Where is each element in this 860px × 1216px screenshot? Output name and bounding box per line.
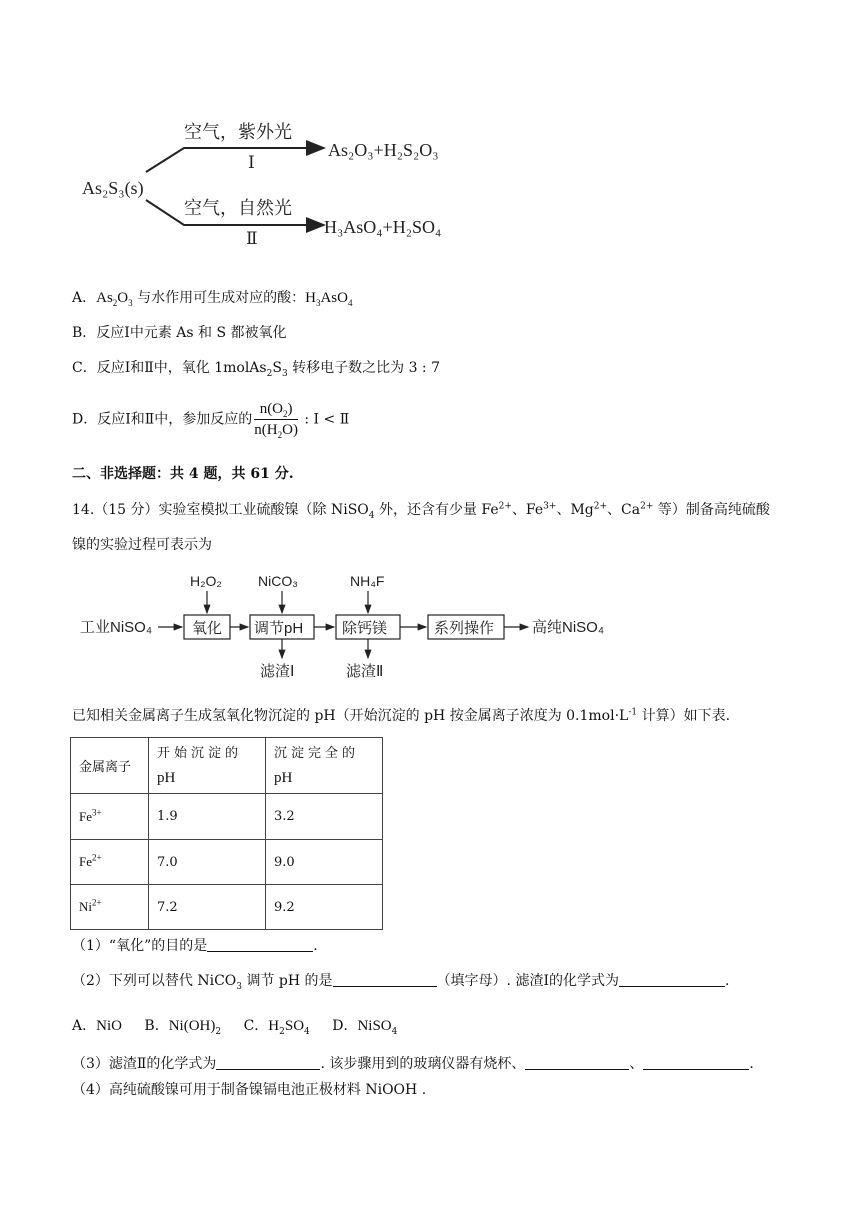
flow-end: 高纯NiSO₄ bbox=[532, 619, 604, 636]
residue-1: 滤渣Ⅰ bbox=[260, 663, 295, 680]
label-I: Ⅰ bbox=[248, 153, 255, 172]
sub-question-1: （1）“氧化”的目的是 . bbox=[72, 938, 318, 954]
header-complete-ph: 沉淀完全的 pH bbox=[266, 738, 383, 794]
option-c: C．反应Ⅰ和Ⅱ中，氧化 $1molAs_2S_3$ 转移电子数之比为 3 : 7 bbox=[72, 360, 441, 379]
option-a bbox=[72, 288, 352, 308]
complete-ph-cell: 9.0 bbox=[266, 840, 383, 885]
q2-option-b: B．$Ni(OH)_2$ bbox=[144, 1018, 222, 1037]
header-metal-ion: 金属离子 bbox=[71, 738, 149, 794]
flow-start: 工业NiSO₄ bbox=[80, 619, 152, 636]
product-II: H₃AsO₄+H₂SO₄ bbox=[324, 217, 442, 237]
option-d-label: D． bbox=[72, 411, 98, 428]
ion-cell: $Fe^{2+}$ bbox=[71, 840, 149, 885]
ion-cell: $Ni^{2+}$ bbox=[71, 885, 149, 930]
option-a-text: 与水作用可生成对应的酸： bbox=[132, 290, 306, 306]
label-II: Ⅱ bbox=[246, 229, 258, 247]
reaction-diagram bbox=[76, 112, 476, 247]
step-adjust-ph: 调节pH bbox=[254, 620, 304, 637]
q2-option-c: C．$H_2SO_4$ bbox=[243, 1018, 310, 1037]
reagent-nh4f: NH₄F bbox=[350, 573, 385, 589]
formula-as2o3: $As_2O_3$ bbox=[96, 290, 133, 308]
table-row bbox=[71, 885, 383, 930]
answer-blank[interactable] bbox=[619, 972, 725, 987]
option-c-tail: 转移电子数之比为 3 : 7 bbox=[287, 360, 441, 376]
start-ph-cell: 7.2 bbox=[149, 885, 266, 930]
arrow-path-I bbox=[146, 148, 324, 172]
option-d bbox=[72, 400, 349, 439]
reagent-h2o2: H₂O₂ bbox=[190, 573, 222, 589]
start-ph-cell: 7.0 bbox=[149, 840, 266, 885]
flow-diagram bbox=[76, 570, 636, 685]
step-remove-ca-mg: 除钙镁 bbox=[342, 620, 388, 637]
formula-h3aso4: $H_3AsO_4$ bbox=[305, 290, 353, 308]
q2-option-a: A．NiO bbox=[72, 1018, 122, 1034]
option-b-text: 反应Ⅰ中元素 As 和 S 都被氧化 bbox=[96, 325, 287, 341]
table-header-row bbox=[71, 738, 383, 794]
ratio-fraction: $\frac{n(O_2)}{n(H_2O)}$ bbox=[254, 401, 298, 440]
q2-option-d: D．NiSO$_4$ bbox=[332, 1018, 398, 1037]
step-series-ops: 系列操作 bbox=[434, 620, 495, 637]
table-row bbox=[71, 794, 383, 840]
option-c-label: C． bbox=[72, 360, 97, 376]
complete-ph-cell: 9.2 bbox=[266, 885, 383, 930]
option-d-tail: : Ⅰ < Ⅱ bbox=[299, 411, 350, 428]
complete-ph-cell: 3.2 bbox=[266, 794, 383, 840]
condition-I: 空气，紫外光 bbox=[184, 122, 292, 142]
ion-cell: $Fe^{3+}$ bbox=[71, 794, 149, 840]
condition-II: 空气，自然光 bbox=[184, 198, 292, 218]
answer-blank[interactable] bbox=[333, 972, 437, 987]
answer-blank[interactable] bbox=[216, 1055, 320, 1070]
q14-intro-line1: 14.（15 分）实验室模拟工业硫酸镍（除 NiSO$_4$ 外，还含有少量 $Fe^{2+}$、$Fe^{3+}$、$Mg^{2+}$、$Ca^{2+}$ 等）制备高纯硫酸 bbox=[72, 501, 770, 521]
ph-table bbox=[70, 737, 383, 930]
table-intro: 已知相关金属离子生成氢氧化物沉淀的 pH（开始沉淀的 pH 按金属离子浓度为 $0.1mol\cdot L^{-1}$ 计算）如下表. bbox=[72, 707, 731, 724]
q2-options bbox=[72, 1016, 397, 1036]
reactant: As₂S₃(s) bbox=[82, 178, 144, 198]
answer-blank[interactable] bbox=[207, 937, 313, 952]
answer-blank[interactable] bbox=[525, 1055, 629, 1070]
option-a-label: A． bbox=[72, 290, 97, 306]
option-d-text: 反应Ⅰ和Ⅱ中，参加反应的 bbox=[97, 411, 253, 428]
step-oxidation: 氧化 bbox=[192, 620, 223, 637]
start-ph-cell: 1.9 bbox=[149, 794, 266, 840]
option-b bbox=[72, 323, 287, 343]
answer-blank[interactable] bbox=[643, 1055, 749, 1070]
header-start-ph: 开始沉淀的 pH bbox=[149, 738, 266, 794]
q14-intro-line2: 镍的实验过程可表示为 bbox=[72, 537, 212, 553]
option-c-text: 反应Ⅰ和Ⅱ中，氧化 1molAs bbox=[96, 360, 267, 376]
sub-question-2: （2）下列可以替代 NiCO$_3$ 调节 pH 的是 （填字母）. 滤渣Ⅰ的化学式为 . bbox=[72, 973, 730, 992]
section-heading: 二、非选择题：共 4 题，共 61 分. bbox=[72, 466, 294, 482]
sub-question-4: （4）高纯硫酸镍可用于制备镍镉电池正极材料 NiOOH . bbox=[72, 1082, 427, 1098]
product-I: As₂O₃+H₂S₂O₃ bbox=[328, 140, 439, 160]
reagent-nico3: NiCO₃ bbox=[258, 573, 298, 589]
sub-question-3: （3）滤渣Ⅱ的化学式为 . 该步骤用到的玻璃仪器有烧杯、 、 . bbox=[72, 1056, 754, 1072]
option-b-label: B． bbox=[72, 325, 97, 341]
residue-2: 滤渣Ⅱ bbox=[346, 663, 384, 680]
table-row bbox=[71, 840, 383, 885]
